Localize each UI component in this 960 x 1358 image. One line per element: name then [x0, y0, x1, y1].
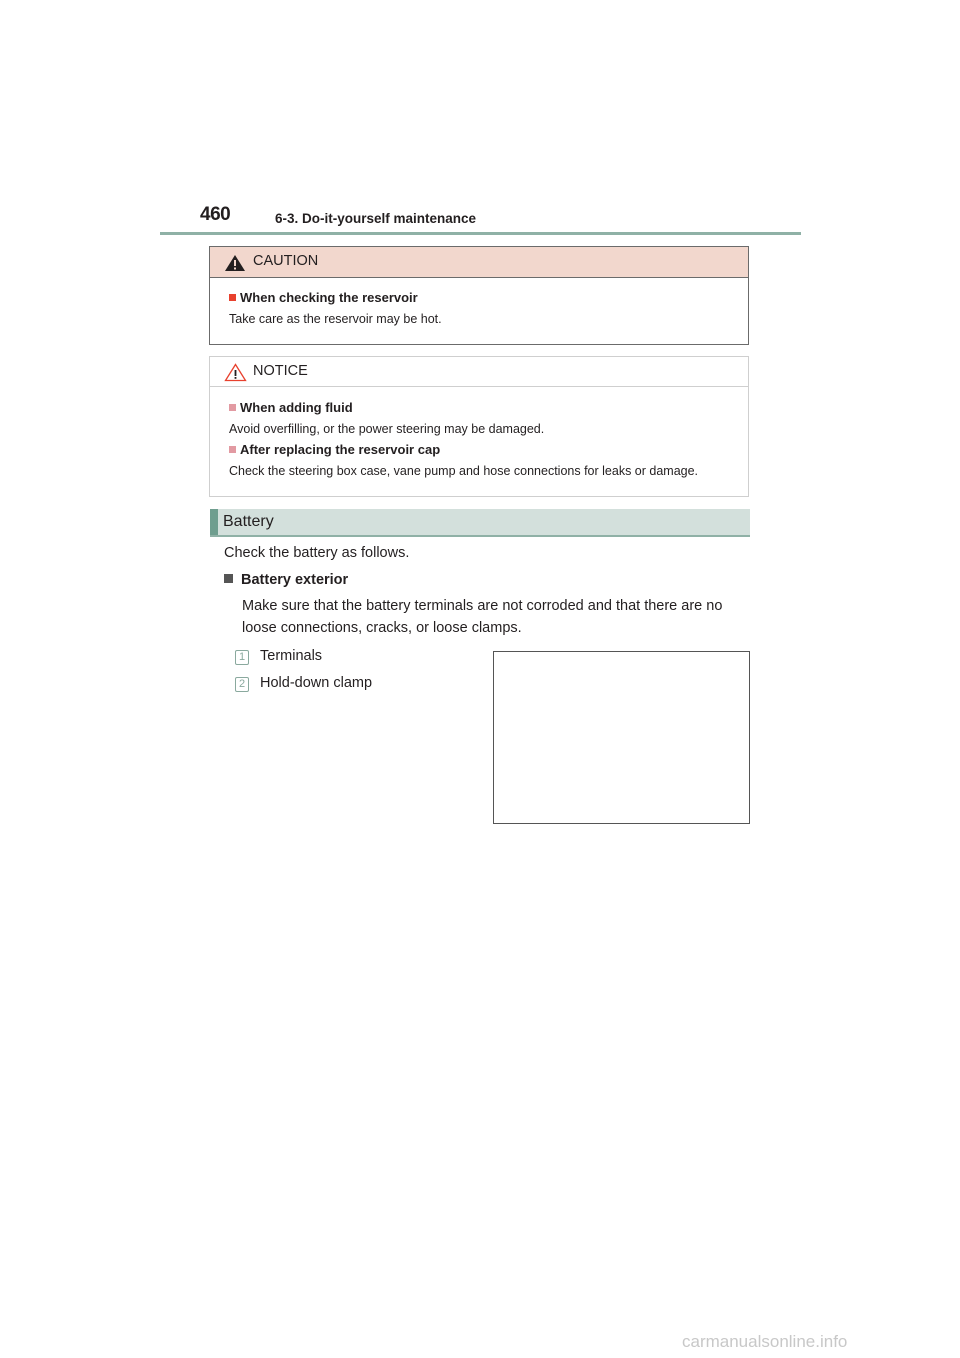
- caution-header: [210, 247, 748, 278]
- watermark: carmanualsonline.info: [682, 1332, 848, 1351]
- caution-item-title: When checking the reservoir: [229, 290, 418, 305]
- legend-label-terminals: Terminals: [260, 648, 323, 664]
- caution-item-text: Take care as the reservoir may be hot.: [229, 312, 442, 326]
- header-divider: [160, 232, 801, 235]
- bullet-square-icon: [224, 574, 233, 583]
- warning-icon: [224, 254, 246, 272]
- notice-item-text: Check the steering box case, vane pump and hose connections for leaks or damage.: [229, 464, 699, 478]
- legend-label-clamp: Hold-down clamp: [260, 675, 373, 691]
- battery-figure: [493, 651, 750, 824]
- caution-box: [209, 246, 749, 345]
- battery-body-line: loose connections, cracks, or loose clamps.: [242, 620, 522, 636]
- notice-item-title: When adding fluid: [229, 400, 353, 415]
- notice-header: [210, 357, 748, 387]
- battery-heading: [210, 509, 750, 537]
- battery-subheading: Battery exterior: [224, 572, 348, 588]
- notice-label: NOTICE: [253, 363, 308, 379]
- battery-heading-label: Battery: [223, 513, 274, 530]
- section-title: 6-3. Do-it-yourself maintenance: [275, 211, 477, 226]
- heading-accent: [210, 509, 218, 535]
- notice-item-title: After replacing the reservoir cap: [229, 442, 440, 457]
- warning-outline-icon: [224, 363, 247, 382]
- bullet-square-icon: [229, 446, 236, 453]
- battery-intro: Check the battery as follows.: [224, 545, 410, 561]
- notice-box: [209, 356, 749, 497]
- legend-number-1: 1: [235, 650, 249, 665]
- bullet-square-icon: [229, 404, 236, 411]
- bullet-square-icon: [229, 294, 236, 301]
- battery-body-line: Make sure that the battery terminals are not corroded and that there are no: [242, 598, 723, 614]
- page-number: 460: [200, 204, 231, 225]
- caution-label: CAUTION: [253, 253, 319, 269]
- legend-number-2: 2: [235, 677, 249, 692]
- notice-item-text: Avoid overfilling, or the power steering may be damaged.: [229, 422, 545, 436]
